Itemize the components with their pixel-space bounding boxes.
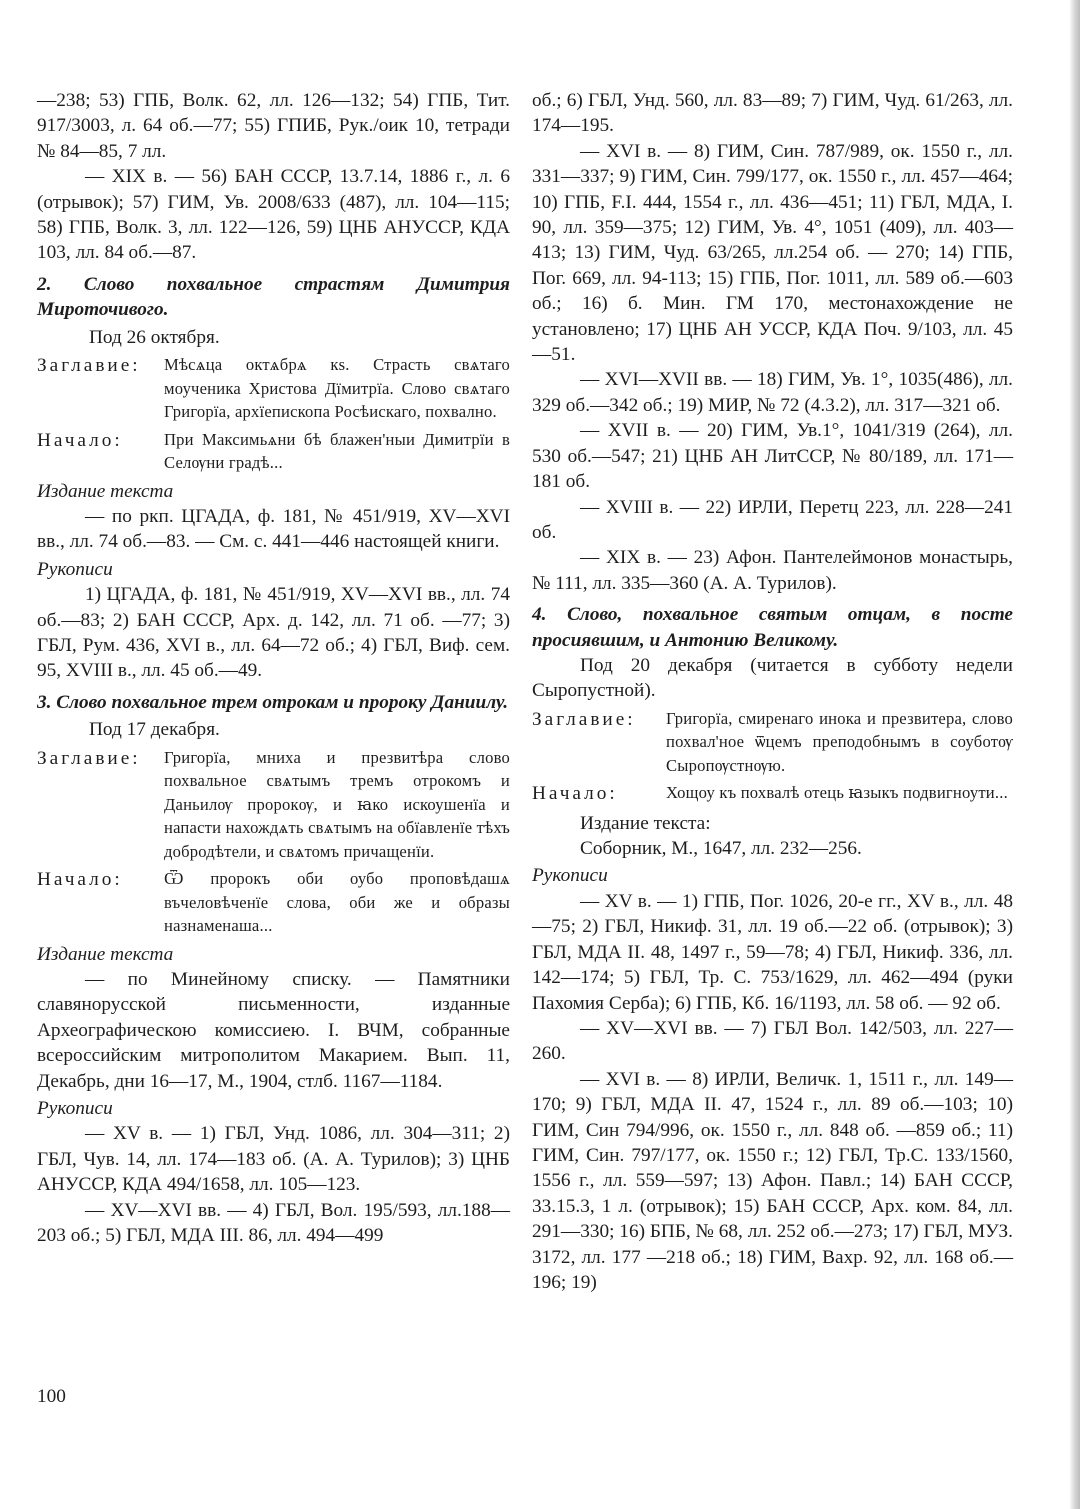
paragraph: — XV—XVI вв. — 7) ГБЛ Вол. 142/503, лл. 227—260. [532, 1017, 1013, 1065]
right-column [532, 88, 1013, 1295]
paragraph: об.; 6) ГБЛ, Унд. 560, лл. 83—89; 7) ГИМ, Чуд. 61/263, лл. 174—195. [532, 90, 1013, 137]
paragraph: — XV в. — 1) ГПБ, Пог. 1026, 20-е гг., XV в., лл. 48—75; 2) ГБЛ, Никиф. 31, лл. 19 об.—22 об. (отрывок); 3) ГБЛ, МДА II. 48, 1497 г., 59—78; 4) ГБЛ, Никиф. 336, лл. 142—174; 5) ГБЛ, Тр. С. 753/1629, лл. 462—494 (руки Пахомия Серба); 6) ГПБ, Кб. 16/1193, лл. 58 об. — 92 об. [532, 890, 1013, 1014]
incipit-field [532, 781, 1013, 806]
feast-date: Под 17 декабря. [89, 719, 220, 741]
church-slavonic-text: Григорїа, смиренаго инока и презвитера, слово похвал'ное ѿцемъ преподобнымъ в соуботѹ Сыропѹстнѹю. [666, 708, 1013, 775]
field-label: Заглавие: [532, 708, 636, 730]
paragraph: —238; 53) ГПБ, Волк. 62, лл. 126—132; 54) ГПБ, Тит. 917/3003, л. 64 об.—77; 55) ГПИБ, Рук./оик 10, тетради № 84—85, 7 лл. [37, 90, 510, 162]
church-slavonic-text: Григорїа, мниха и презвитѣра слово похвальное свѧтымъ тремъ отрокомъ и Даньилѹ пророкѹ, и ꙗко искоушенїа и напасти нахождѧть свѧтымъ на обїавленїе тѣхъ добродѣтели, и свѧтомъ причащенїи. [164, 747, 510, 861]
paragraph: 1) ЦГАДА, ф. 181, № 451/919, XV—XVI вв., лл. 74 об.—83; 2) БАН СССР, Арх. д. 142, лл. 71 об. —77; 3) ГБЛ, Рум. 436, XVI в., лл. 64—72 об.; 4) ГБЛ, Виф. сем. 95, XVIII в., лл. 45 об.—49. [37, 584, 510, 682]
paragraph: — XV—XVI вв. — 4) ГБЛ, Вол. 195/593, лл.188—203 об.; 5) ГБЛ, МДА III. 86, лл. 494—499 [37, 1199, 510, 1247]
section-heading: 4. Слово, похвальное святым отцам, в посте просиявшим, и Антонию Великому. [532, 604, 1013, 651]
incipit-field [37, 867, 510, 938]
edition-text: Соборник, М., 1647, лл. 232—256. [580, 838, 862, 860]
edition-label: Издание текста: [580, 812, 711, 834]
title-field [37, 746, 510, 864]
church-slavonic-text: Ѿ пророкъ оби оубо проповѣдашѧ въчеловѣченїе слова, оби же и образы назнаменаша... [164, 869, 510, 936]
page-number: 100 [37, 1386, 66, 1407]
incipit-field [37, 428, 510, 475]
left-column [37, 88, 510, 1249]
subheading: Рукописи [37, 558, 113, 580]
field-label: Заглавие: [37, 747, 141, 769]
paragraph: — XIX в. — 23) Афон. Пантелеймонов монастырь, № 111, лл. 335—360 (А. А. Турилов). [532, 547, 1013, 594]
title-field [37, 353, 510, 424]
field-label: Начало: [37, 869, 123, 891]
field-label: Заглавие: [37, 355, 141, 377]
subheading: Рукописи [532, 865, 608, 887]
paragraph: — по Минейному списку. — Памятники славянорусской письменности, изданные Археографическою комиссиею. I. ВЧМ, собранные всероссийским митрополитом Макарием. Вып. 11, Декабрь, дни 16—17, М., 1904, стлб. 1167—1184. [37, 969, 510, 1092]
paragraph: — XVII в. — 20) ГИМ, Ув.1°, 1041/319 (264), лл. 530 об.—547; 21) ЦНБ АН ЛитССР, № 80/189, лл. 171—181 об. [532, 420, 1013, 493]
section-heading: 3. Слово похвальное трем отрокам и пророку Даниилу. [37, 691, 509, 713]
title-field [532, 707, 1013, 778]
paragraph: — XVI в. — 8) ИРЛИ, Величк. 1, 1511 г., лл. 149—170; 9) ГБЛ, МДА II. 47, 1524 г., лл. 89 об.—103; 10) ГИМ, Син 794/996, ок. 1550 г., лл. 848 об. —859 об.; 11) ГИМ, Син. 797/177, ок. 1550 г.; 12) ГБЛ, Тр.С. 133/1560, 1556 г., лл. 559—597; 13) Афон. Павл.; 14) БАН СССР, 33.15.3, 1 л. (отрывок); 15) БАН СССР, Арх. ком. 84, лл. 291—330; 16) БПБ, № 68, лл. 252 об.—273; 17) ГБЛ, МУЗ. 3172, лл. 177 —218 об.; 18) ГИМ, Вахр. 92, лл. 168 об.—196; 19) [532, 1068, 1013, 1293]
paragraph: — XIX в. — 56) БАН СССР, 13.7.14, 1886 г., л. 6 (отрывок); 57) ГИМ, Ув. 2008/633 (487), лл. 104—115; 58) ГПБ, Волк. 3, лл. 122—126, 59) ЦНБ АНУССР, КДА 103, лл. 84 об.—87. [37, 166, 510, 264]
church-slavonic-text: При Максимьѧни бѣ блажен'ныи Димитрїи в Селѹни градѣ... [164, 429, 510, 473]
subheading: Рукописи [37, 1098, 113, 1120]
church-slavonic-text: Хощоу къ похвалѣ отець ꙗзыкъ подвигноути... [666, 783, 1008, 803]
feast-date: Под 26 октября. [89, 326, 220, 348]
paragraph: — по ркп. ЦГАДА, ф. 181, № 451/919, XV—XVI вв., лл. 74 об.—83. — См. с. 441—446 настоящей книги. [37, 505, 510, 553]
subheading: Издание текста [37, 480, 174, 502]
paragraph: — XVI в. — 8) ГИМ, Син. 787/989, ок. 1550 г., лл. 331—337; 9) ГИМ, Син. 799/177, ок. 1550 г., лл. 457—464; 10) ГПБ, F.I. 444, 1554 г., лл. 436—451; 11) ГБЛ, МДА, I. 90, лл. 359—375; 12) ГИМ, Ув. 4°, 1051 (409), лл. 403—413; 13) ГИМ, Чуд. 63/265, лл.254 об. — 270; 14) ГПБ, Пог. 669, лл. 94-113; 15) ГПБ, Пог. 1011, лл. 589 об.—603 об.; 16) б. Мин. ГМ 170, местонахождение не установлено; 17) ЦНБ АН УССР, КДА Поч. 9/103, лл. 45—51. [532, 140, 1013, 366]
paragraph: — XVIII в. — 22) ИРЛИ, Перетц 223, лл. 228—241 об. [532, 496, 1013, 543]
church-slavonic-text: Мѣсѧца октѧбрѧ кѕ. Страсть свѧтаго моученика Христова Дїмитрїа. Слово свѧтаго Григорїа, архїепископа Росѣискаго, похвално. [164, 355, 510, 422]
paragraph: — XV в. — 1) ГБЛ, Унд. 1086, лл. 304—311; 2) ГБЛ, Чув. 14, лл. 174—183 об. (А. А. Турилов); 3) ЦНБ АНУССР, КДА 494/1658, лл. 105—123. [37, 1123, 510, 1196]
page-edge-shadow [1069, 0, 1080, 1509]
field-label: Начало: [37, 429, 123, 451]
section-heading: 2. Слово похвальное страстям Димитрия Мироточивого. [37, 273, 510, 321]
subheading: Издание текста [37, 943, 174, 965]
paragraph: — XVI—XVII вв. — 18) ГИМ, Ув. 1°, 1035(486), лл. 329 об.—342 об.; 19) МИР, № 72 (4.3.2), лл. 317—321 об. [532, 369, 1013, 416]
feast-date: Под 20 декабря (читается в субботу недели Сыропустной). [532, 654, 1013, 702]
field-label: Начало: [532, 783, 618, 805]
